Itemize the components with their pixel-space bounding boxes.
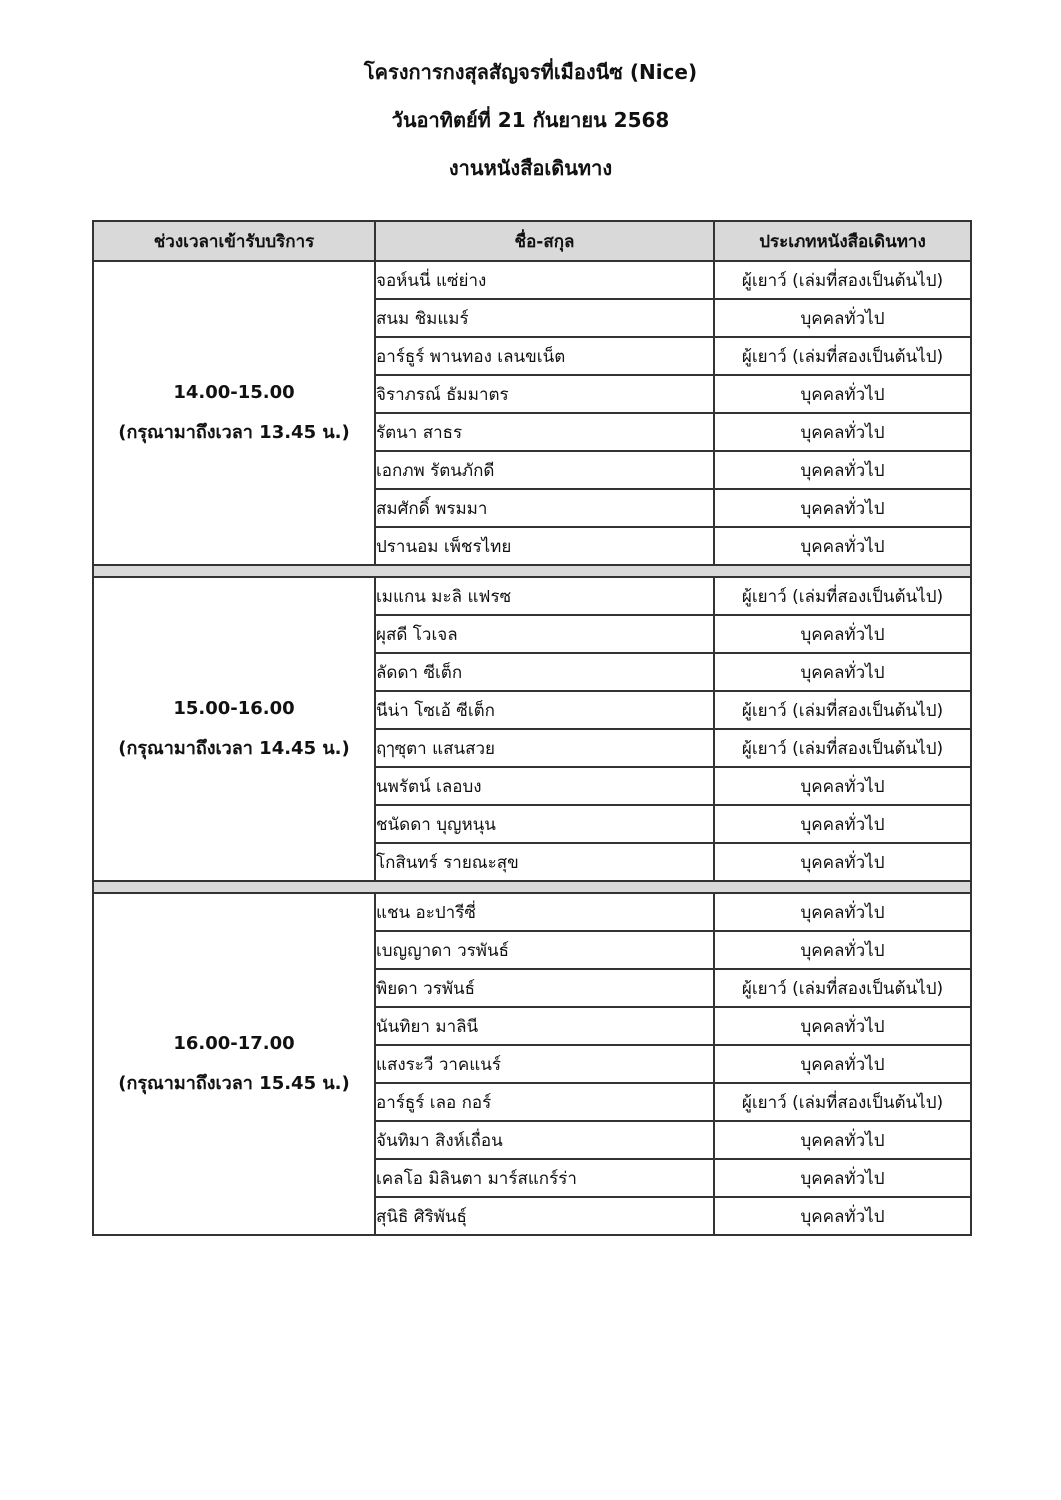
time-slot-cell [93,577,375,881]
passport-type: บุคคลทั่วไป [714,1121,971,1159]
applicant-name: เมแกน มะลิ แฟรซ [375,577,714,615]
passport-type: ผู้เยาว์ (เล่มที่สองเป็นต้นไป) [714,261,971,299]
passport-type: บุคคลทั่วไป [714,615,971,653]
time-slot-range: 15.00-16.00 [173,698,295,719]
applicant-name: จิราภรณ์ ธัมมาตร [375,375,714,413]
passport-type: บุคคลทั่วไป [714,451,971,489]
passport-type: บุคคลทั่วไป [714,931,971,969]
passport-type: บุคคลทั่วไป [714,843,971,881]
appointment-table [92,220,972,1236]
passport-type: ผู้เยาว์ (เล่มที่สองเป็นต้นไป) [714,1083,971,1121]
column-header-time-slot: ช่วงเวลาเข้ารับบริการ [93,221,375,261]
passport-type: บุคคลทั่วไป [714,653,971,691]
group-separator-cell [93,881,971,893]
time-slot-cell [93,261,375,565]
applicant-name: เอกภพ รัตนภักดี [375,451,714,489]
time-slot-range: 14.00-15.00 [173,382,295,403]
applicant-name: ผุสดี โวเจล [375,615,714,653]
passport-type: ผู้เยาว์ (เล่มที่สองเป็นต้นไป) [714,577,971,615]
table-row [93,261,971,299]
applicant-name: แสงระวี วาคแนร์ [375,1045,714,1083]
applicant-name: สุนิธิ ศิริพันธุ์ [375,1197,714,1235]
applicant-name: ลัดดา ซีเต็ก [375,653,714,691]
passport-type: บุคคลทั่วไป [714,375,971,413]
applicant-name: นพรัตน์ เลอบง [375,767,714,805]
table-row [93,893,971,931]
group-separator-cell [93,565,971,577]
passport-type: บุคคลทั่วไป [714,489,971,527]
passport-type: ผู้เยาว์ (เล่มที่สองเป็นต้นไป) [714,969,971,1007]
applicant-name: จอห์นนี่ แซ่ย่าง [375,261,714,299]
document-date: วันอาทิตย์ที่ 21 กันยายน 2568 [391,108,670,132]
applicant-name: อาร์ธูร์ เลอ กอร์ [375,1083,714,1121]
passport-type: บุคคลทั่วไป [714,1045,971,1083]
applicant-name: ฤๅซุตา แสนสวย [375,729,714,767]
table-body [93,261,971,1235]
passport-type: บุคคลทั่วไป [714,1159,971,1197]
applicant-name: ชนัดดา บุญหนุน [375,805,714,843]
time-slot-cell [93,893,375,1235]
passport-type: บุคคลทั่วไป [714,299,971,337]
passport-type: บุคคลทั่วไป [714,527,971,565]
arrival-note: (กรุณามาถึงเวลา 14.45 น.) [118,738,350,759]
applicant-name: ปรานอม เพ็ชรไทย [375,527,714,565]
column-header-name: ชื่อ-สกุล [375,221,714,261]
document-subtitle: งานหนังสือเดินทาง [448,156,613,180]
passport-type: ผู้เยาว์ (เล่มที่สองเป็นต้นไป) [714,691,971,729]
passport-type: บุคคลทั่วไป [714,413,971,451]
applicant-name: โกสินทร์ รายณะสุข [375,843,714,881]
table-header-row [93,221,971,261]
document-header [0,52,1061,196]
passport-type: ผู้เยาว์ (เล่มที่สองเป็นต้นไป) [714,337,971,375]
passport-type: บุคคลทั่วไป [714,893,971,931]
applicant-name: เคลโอ มิลินตา มาร์สแกร์ร่า [375,1159,714,1197]
passport-type: บุคคลทั่วไป [714,767,971,805]
column-header-passport-type: ประเภทหนังสือเดินทาง [714,221,971,261]
group-separator [93,881,971,893]
applicant-name: สนม ชิมแมร์ [375,299,714,337]
time-slot-range: 16.00-17.00 [173,1033,295,1054]
arrival-note: (กรุณามาถึงเวลา 15.45 น.) [118,1073,350,1094]
applicant-name: อาร์ธูร์ พานทอง เลนขเน็ต [375,337,714,375]
passport-type: ผู้เยาว์ (เล่มที่สองเป็นต้นไป) [714,729,971,767]
applicant-name: รัตนา สาธร [375,413,714,451]
passport-type: บุคคลทั่วไป [714,1197,971,1235]
applicant-name: สมศักดิ์ พรมมา [375,489,714,527]
document-title: โครงการกงสุลสัญจรที่เมืองนีซ (Nice) [363,60,698,84]
table-row [93,577,971,615]
applicant-name: นีน่า โซเอ้ ซีเต็ก [375,691,714,729]
group-separator [93,565,971,577]
applicant-name: นันทิยา มาลินี [375,1007,714,1045]
passport-type: บุคคลทั่วไป [714,805,971,843]
applicant-name: เบญญาดา วรพันธ์ [375,931,714,969]
passport-type: บุคคลทั่วไป [714,1007,971,1045]
arrival-note: (กรุณามาถึงเวลา 13.45 น.) [118,422,350,443]
applicant-name: แชน อะปารีซี่ [375,893,714,931]
applicant-name: จันทิมา สิงห์เถื่อน [375,1121,714,1159]
applicant-name: พิยดา วรพันธ์ [375,969,714,1007]
